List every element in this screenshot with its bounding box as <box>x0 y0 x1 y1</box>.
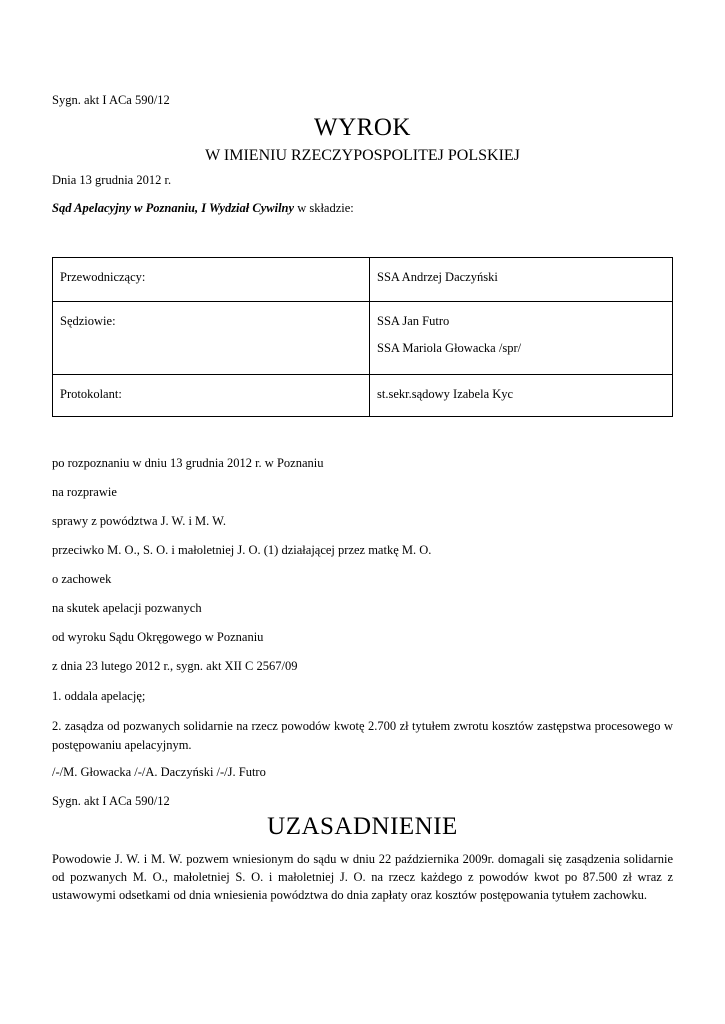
justification-title: UZASADNIENIE <box>267 813 458 840</box>
clerk-name: st.sekr.sądowy Izabela Kyc <box>377 387 514 401</box>
court-suffix: w składzie: <box>294 201 354 215</box>
table-row <box>53 258 673 302</box>
ruling-item-2: 2. zasądza od pozwanych solidarnie na rzecz powodów kwotę 2.700 zł tytułem zwrotu kosztów zastępstwa procesowego w postępowaniu apelacyjnym. <box>52 719 673 752</box>
name-cell <box>370 375 673 417</box>
signatures: /-/M. Głowacka /-/A. Daczyński /-/J. Futro <box>52 765 266 779</box>
judgment-date: Dnia 13 grudnia 2012 r. <box>52 173 172 187</box>
body-line: od wyroku Sądu Okręgowego w Poznaniu <box>52 630 264 644</box>
body-line: z dnia 23 lutego 2012 r., sygn. akt XII C 2567/09 <box>52 659 298 673</box>
judge-name: SSA Mariola Głowacka /spr/ <box>377 341 522 355</box>
table-row <box>53 375 673 417</box>
name-cell <box>370 302 673 375</box>
role-cell: Sędziowie: <box>53 302 370 375</box>
body-line: przeciwko M. O., S. O. i małoletniej J. O. (1) działającej przez matkę M. O. <box>52 543 432 557</box>
role-cell: Protokolant: <box>53 375 370 417</box>
judge-name: SSA Andrzej Daczyński <box>377 270 498 284</box>
body-line: o zachowek <box>52 572 112 586</box>
court-name: Sąd Apelacyjny w Poznaniu, I Wydział Cywilny <box>52 201 295 215</box>
body-line: po rozpoznaniu w dniu 13 grudnia 2012 r. w Poznaniu <box>52 456 324 470</box>
ruling-item-1: 1. oddala apelację; <box>52 689 146 703</box>
body-line: na skutek apelacji pozwanych <box>52 601 202 615</box>
justification-case-number: Sygn. akt I ACa 590/12 <box>52 794 170 808</box>
judge-name: SSA Jan Futro <box>377 314 450 328</box>
document-title: WYROK <box>314 114 411 141</box>
composition-table <box>52 257 673 417</box>
body-line: sprawy z powództwa J. W. i M. W. <box>52 514 226 528</box>
justification-paragraph: Powodowie J. W. i M. W. pozwem wniesionym do sądu w dniu 22 października 2009r. domagali się zasądzenia solidarnie od pozwanych M. O., małoletniej S. O. i małoletniej J. O. na rzecz każdego z powodów kwot po 87.500 zł wraz z ustawowymi odsetkami od dnia wniesienia powództwa do dnia zapłaty oraz kosztów postępowania tytułem zachowku. <box>52 852 673 902</box>
body-line: na rozprawie <box>52 485 117 499</box>
case-number: Sygn. akt I ACa 590/12 <box>52 93 170 107</box>
name-cell <box>370 258 673 302</box>
role-cell: Przewodniczący: <box>53 258 370 302</box>
document-subtitle: W IMIENIU RZECZYPOSPOLITEJ POLSKIEJ <box>205 147 520 164</box>
court-composition-intro <box>52 201 354 216</box>
table-row <box>53 302 673 375</box>
